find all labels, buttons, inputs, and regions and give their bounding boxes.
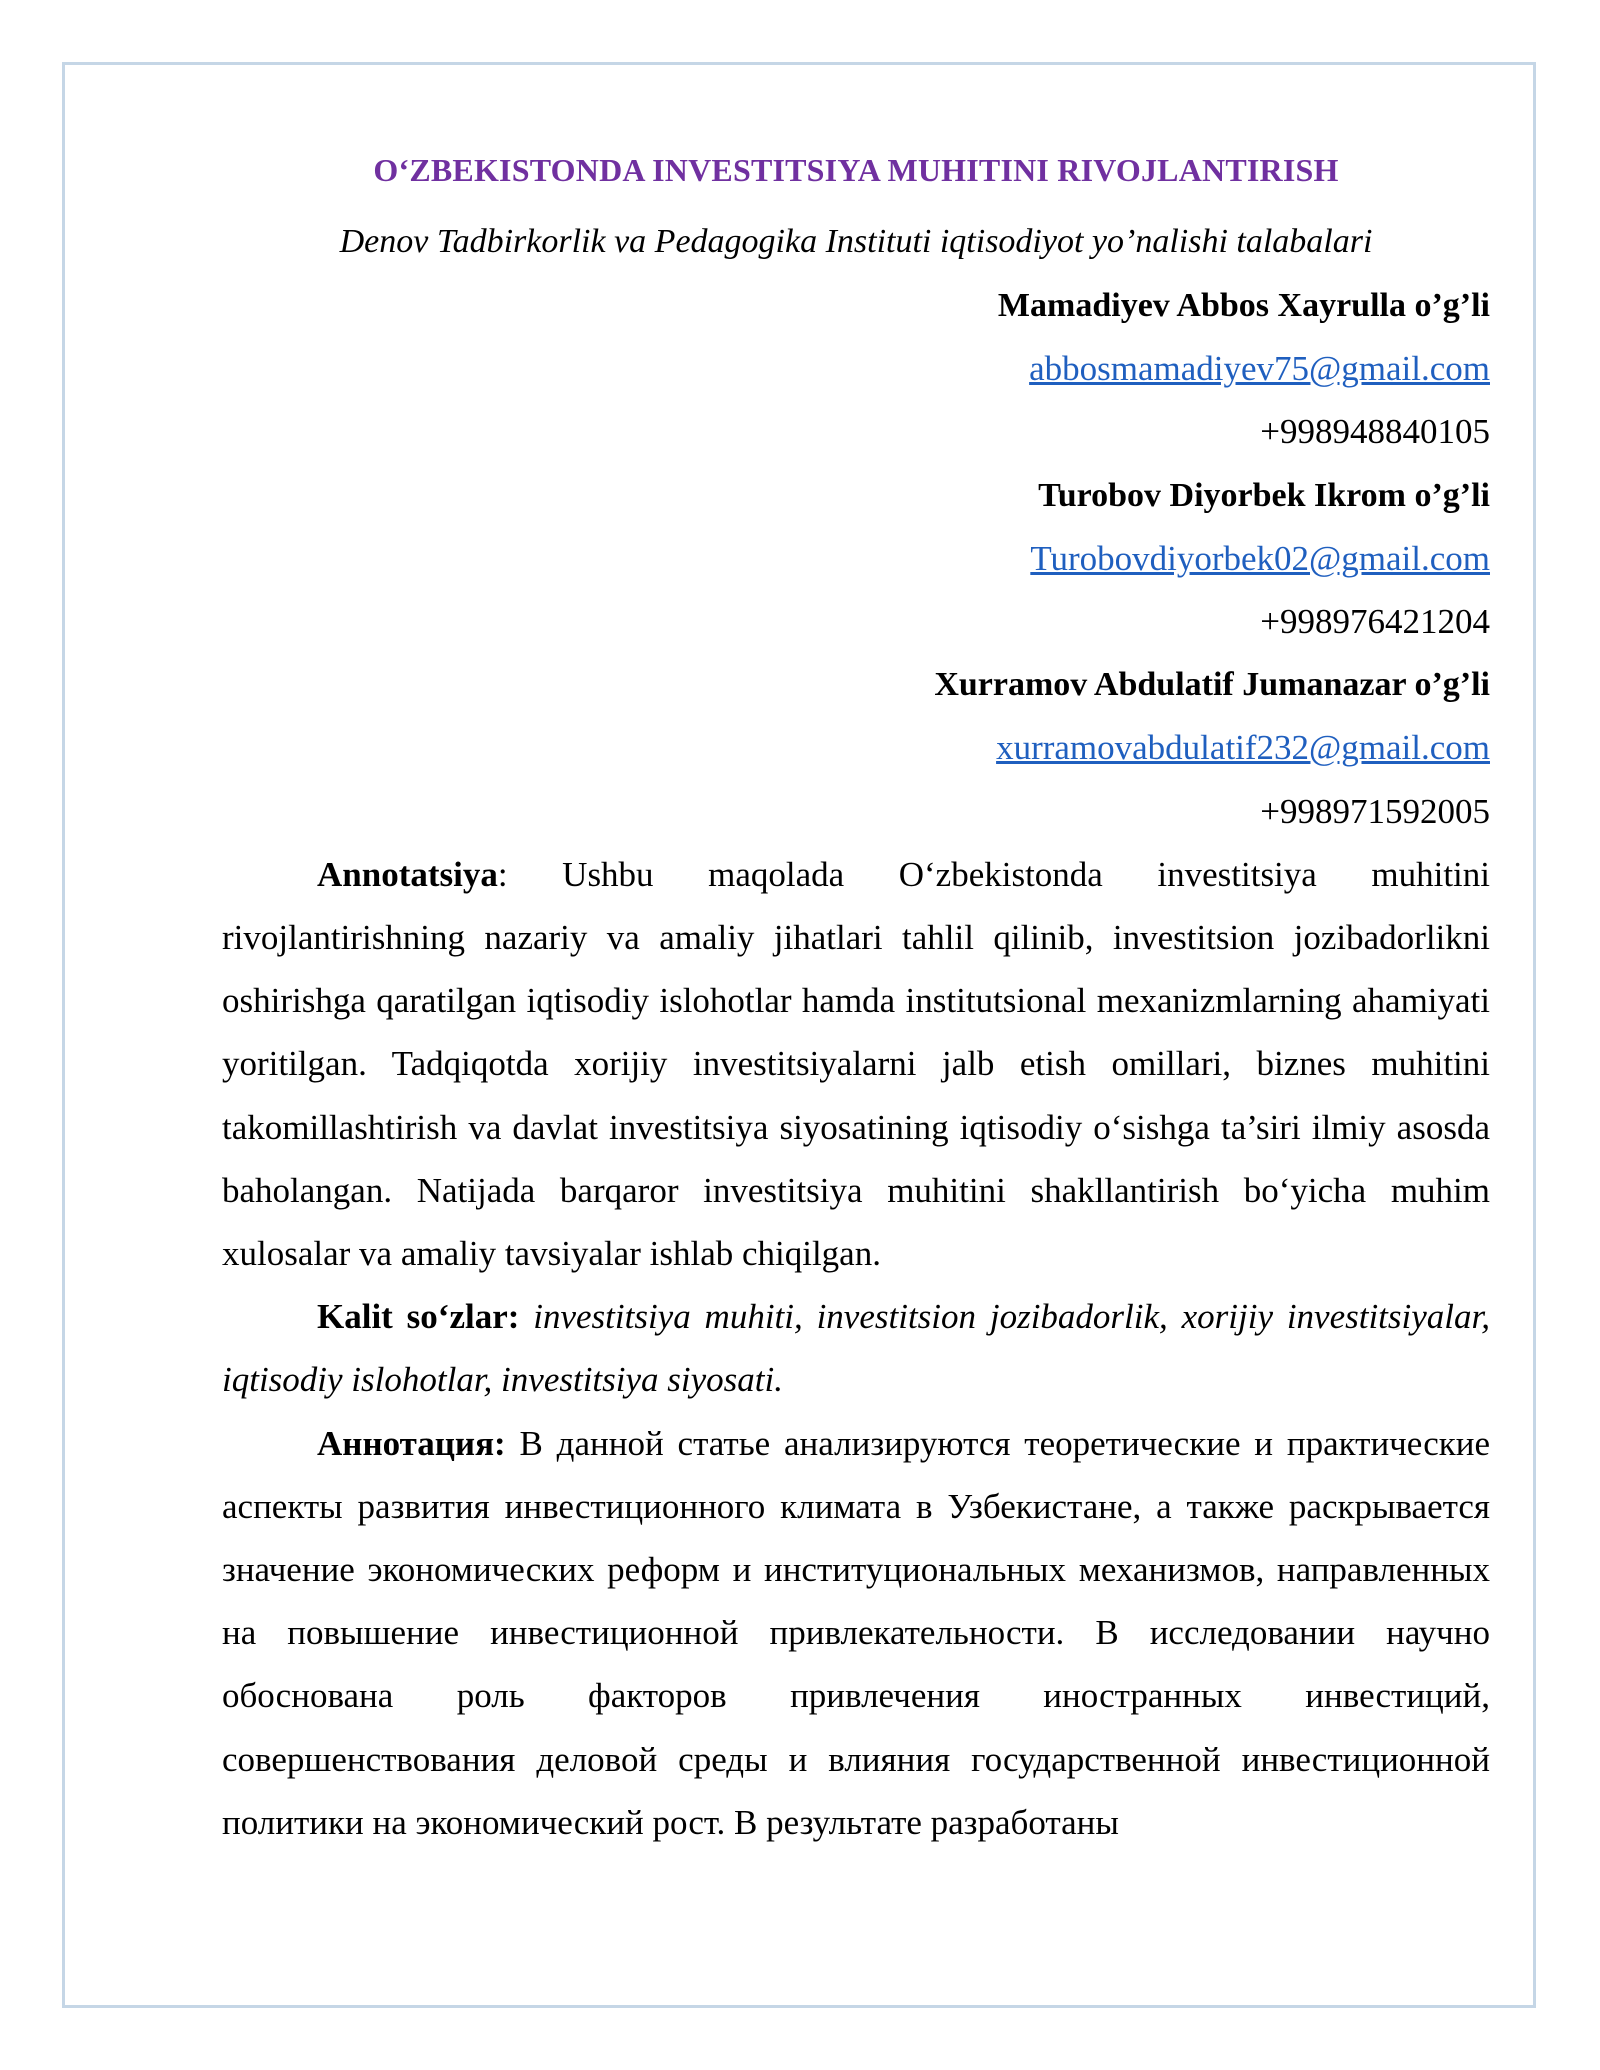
keywords-uz-text: investitsiya muhiti, investitsion jozibadorlik, xorijiy investitsiyalar, iqtisodiy islohotlar, investitsiya siyosati. (222, 1297, 1491, 1400)
author-name: Turobov Diyorbek Ikrom o’g’li (1038, 476, 1490, 514)
keywords-uz (222, 1285, 1490, 1411)
annotation-uz-text: Ushbu maqolada O‘zbekistonda investitsiya muhitini rivojlantirishning nazariy va amaliy jihatlari tahlil qilinib, investitsion jozibadorlikni oshirishga qaratilgan iqtisodiy islohotlar hamda institutsional mexanizmlarning ahamiyati yoritilgan. Tadqiqotda xorijiy investitsiyalarni jalb etish omillari, biznes muhitini takomillashtirish va davlat investitsiya siyosatining iqtisodiy o‘sishga ta’siri ilmiy asosda baholangan. Natijada barqaror investitsiya muhitini shakllantirish bo‘yicha muhim xulosalar va amaliy tavsiyalar ishlab chiqilgan. (222, 854, 1490, 1273)
author-email-link[interactable]: Turobovdiyorbek02@gmail.com (1030, 538, 1490, 578)
annotation-uz-label: Annotatsiya (317, 854, 498, 894)
document-content (222, 140, 1490, 1854)
author-list (222, 274, 1490, 843)
keywords-uz-label: Kalit so‘zlar: (317, 1297, 520, 1337)
annotation-ru (222, 1412, 1490, 1854)
document-title: O‘ZBEKISTONDA INVESTITSIYA MUHITINI RIVOJLANTIRISH (373, 152, 1339, 188)
annotation-uz (222, 843, 1490, 1285)
author-phone: +998971592005 (1260, 791, 1490, 831)
author-name: Mamadiyev Abbos Xayrulla o’g’li (997, 287, 1490, 324)
author-email-link[interactable]: xurramovabdulatif232@gmail.com (996, 728, 1490, 768)
author-email-link[interactable]: abbosmamadiyev75@gmail.com (1029, 349, 1490, 389)
author-affiliation: Denov Tadbirkorlik va Pedagogika Instituti iqtisodiyot yo’nalishi talabalari (339, 223, 1373, 260)
annotation-uz-separator: : (497, 854, 508, 894)
annotation-ru-text: В данной статье анализируются теоретические и практические аспекты развития инвестиционного климата в Узбекистане, а также раскрывается значение экономических реформ и институциональных механизмов, направленных на повышение инвестиционной привлекательности. В исследовании научно обоснована роль факторов привлечения иностранных инвестиций, совершенствования деловой среды и влияния государственной инвестиционной политики на экономический рост. В результате разработаны (222, 1423, 1490, 1842)
author-phone: +998976421204 (1260, 601, 1490, 641)
annotation-ru-label: Аннотация: (317, 1423, 506, 1463)
author-name: Xurramov Abdulatif Jumanazar o’g’li (934, 666, 1490, 704)
author-phone: +998948840105 (1260, 412, 1490, 452)
